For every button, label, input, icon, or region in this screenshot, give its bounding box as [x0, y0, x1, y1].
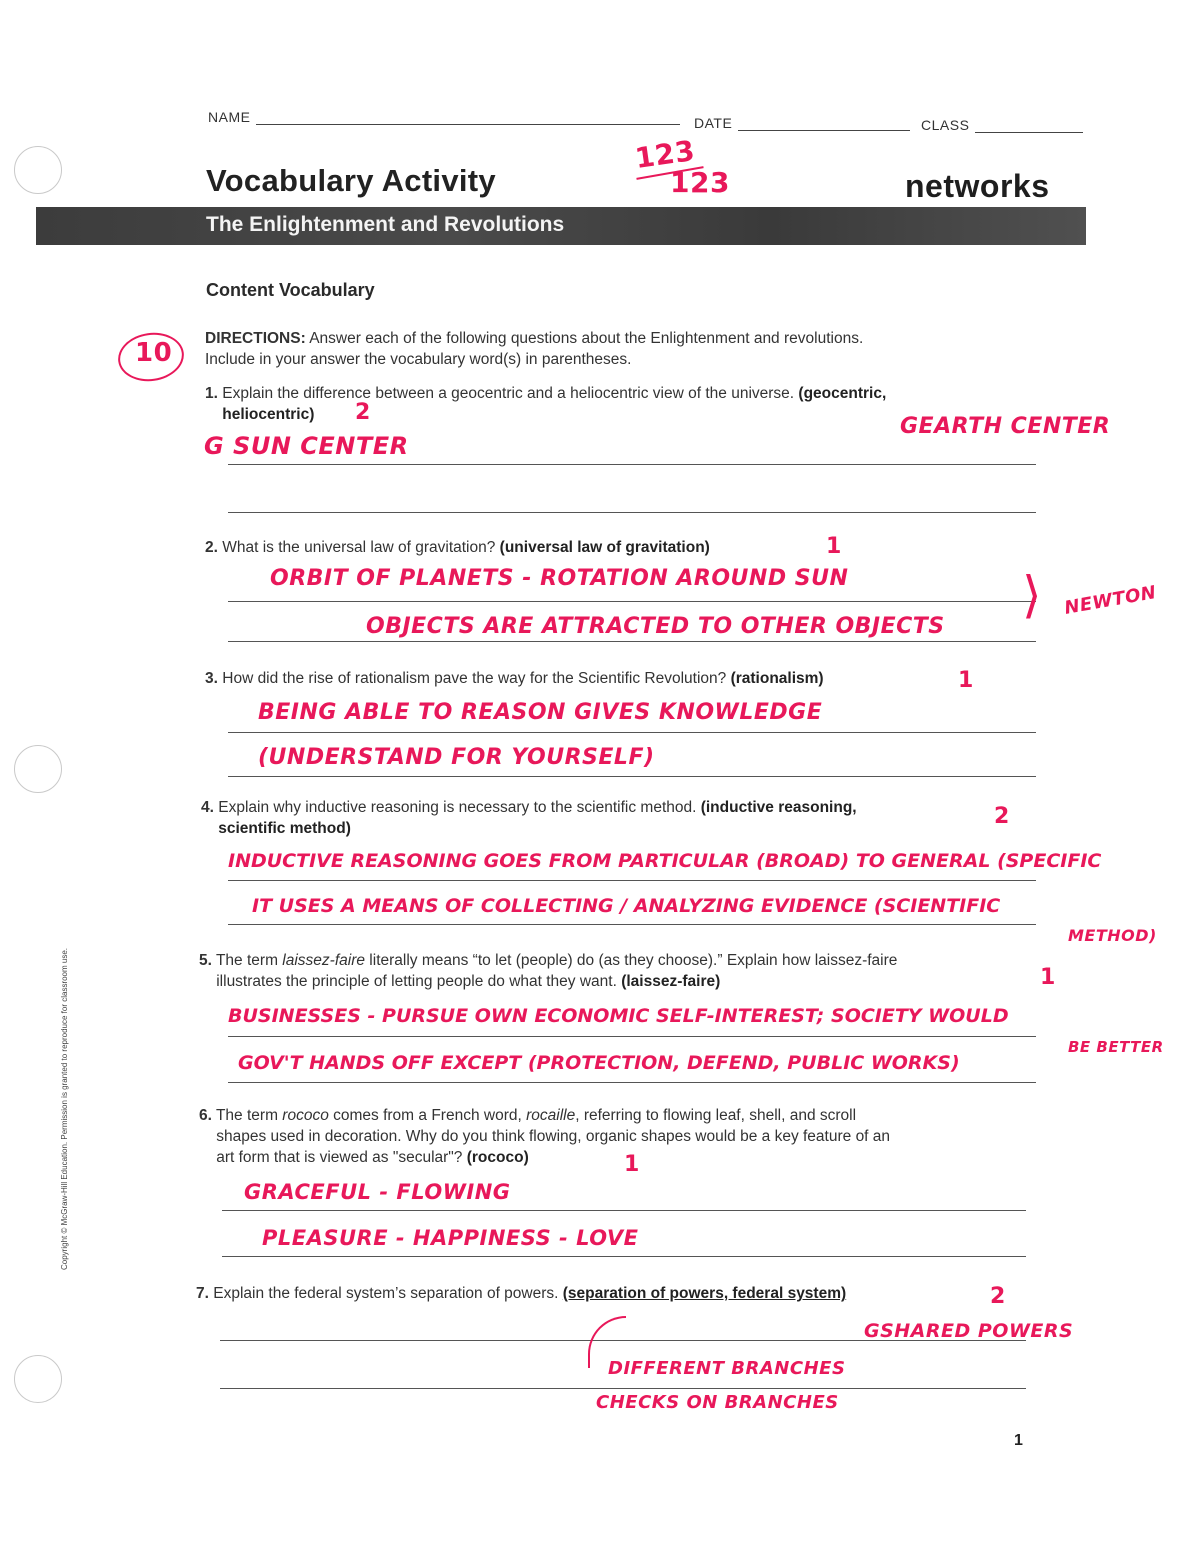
date-field[interactable] — [738, 130, 910, 131]
answer-line[interactable] — [228, 924, 1036, 925]
copyright-notice: Copyright © McGraw-Hill Education. Permission is granted to reproduce for classroom use. — [60, 947, 69, 1270]
question-text: shapes used in decoration. Why do you think flowing, organic shapes would be a key feature of an — [216, 1128, 891, 1145]
question-text: Explain why inductive reasoning is necessary to the scientific method. — [218, 799, 701, 816]
date-label: DATE — [694, 115, 733, 131]
page-number: 1 — [1014, 1432, 1023, 1449]
directions — [205, 328, 863, 370]
question-text: The term — [215, 1107, 283, 1124]
question-6-points: 1 — [624, 1152, 640, 1177]
circled-score-value: 10 — [135, 338, 173, 368]
question-1 — [205, 383, 886, 425]
banner-title: The Enlightenment and Revolutions — [206, 213, 565, 236]
italic-term: rococo — [282, 1107, 329, 1124]
vocab-terms: (universal law of gravitation) — [499, 539, 710, 556]
answer-1-note: GEARTH CENTER — [900, 414, 1111, 439]
section-heading: Content Vocabulary — [206, 280, 375, 300]
answer-line[interactable] — [228, 732, 1036, 733]
answer-line[interactable] — [222, 1256, 1026, 1257]
question-text: literally means “to let (people) do (as they choose).” Explain how laissez-faire — [365, 952, 898, 969]
answer-3-line-2: (UNDERSTAND FOR YOURSELF) — [258, 745, 655, 770]
answer-line[interactable] — [228, 776, 1036, 777]
page-title: Vocabulary Activity — [206, 163, 496, 198]
question-text: What is the universal law of gravitation? — [222, 539, 500, 556]
answer-line[interactable] — [228, 880, 1036, 881]
score-numerator: 123 — [632, 133, 697, 176]
question-4 — [201, 797, 857, 839]
answer-4-line-1: INDUCTIVE REASONING GOES FROM PARTICULAR (BROAD) TO GENERAL (SPECIFIC — [228, 850, 1102, 872]
question-text: Explain the difference between a geocentric and a heliocentric view of the universe. — [222, 385, 799, 402]
vocab-terms: (geocentric, — [798, 385, 887, 402]
networks-logo: networks — [905, 168, 1050, 204]
question-text: Explain the federal system’s separation of powers. — [213, 1285, 563, 1302]
binder-hole-middle — [14, 745, 62, 793]
answer-4-note: METHOD) — [1068, 926, 1157, 945]
answer-4-line-2: IT USES A MEANS OF COLLECTING / ANALYZING EVIDENCE (SCIENTIFIC — [252, 895, 1001, 917]
answer-6-line-2: PLEASURE - HAPPINESS - LOVE — [262, 1226, 639, 1250]
italic-term: laissez-faire — [282, 952, 365, 969]
answer-line[interactable] — [222, 1210, 1026, 1211]
question-7-points: 2 — [990, 1284, 1006, 1309]
question-6 — [199, 1105, 890, 1168]
vocab-terms: (laissez-faire) — [621, 973, 721, 990]
answer-1-line-1: G SUN CENTER — [204, 432, 409, 460]
question-text: illustrates the principle of letting people do what they want. — [216, 973, 622, 990]
answer-line[interactable] — [228, 1082, 1036, 1083]
answer-2-line-1: ORBIT OF PLANETS - ROTATION AROUND SUN — [270, 566, 849, 591]
question-5 — [199, 950, 897, 992]
binder-hole-top — [14, 146, 62, 194]
directions-text-1: Answer each of the following questions about the Enlightenment and revolutions. — [305, 330, 864, 347]
answer-5-note: BE BETTER — [1068, 1038, 1164, 1056]
question-text: comes from a French word, — [328, 1107, 527, 1124]
directions-label: DIRECTIONS: — [205, 330, 306, 347]
answer-5-line-2: GOV'T HANDS OFF EXCEPT (PROTECTION, DEFEND, PUBLIC WORKS) — [238, 1052, 960, 1074]
answer-2-line-2: OBJECTS ARE ATTRACTED TO OTHER OBJECTS — [366, 614, 945, 639]
vocab-terms: (inductive reasoning, — [700, 799, 857, 816]
answer-7-line-1: DIFFERENT BRANCHES — [608, 1358, 846, 1379]
question-text: , referring to flowing leaf, shell, and scroll — [575, 1107, 857, 1124]
name-field[interactable] — [256, 124, 680, 125]
answer-2-brace: ⟩ — [1022, 566, 1043, 624]
answer-line[interactable] — [228, 641, 1036, 642]
score-denominator: 123 — [670, 166, 730, 199]
question-number: 6. — [199, 1107, 212, 1124]
question-number: 5. — [199, 952, 212, 969]
name-label: NAME — [208, 109, 251, 125]
question-text: How did the rise of rationalism pave the way for the Scientific Revolution? — [222, 670, 731, 687]
italic-term: rocaille — [526, 1107, 576, 1124]
question-3 — [205, 668, 824, 689]
question-number: 3. — [205, 670, 218, 687]
question-4-points: 2 — [994, 804, 1010, 829]
vocab-terms: scientific method) — [218, 820, 351, 837]
answer-2-note: NEWTON — [1062, 582, 1158, 619]
answer-6-line-1: GRACEFUL - FLOWING — [244, 1180, 511, 1204]
class-label: CLASS — [921, 117, 970, 133]
answer-line[interactable] — [228, 601, 1036, 602]
question-2 — [205, 537, 710, 558]
answer-line[interactable] — [220, 1388, 1026, 1389]
title-banner — [36, 207, 1086, 245]
question-7 — [196, 1283, 846, 1304]
binder-hole-bottom — [14, 1355, 62, 1403]
directions-text-2: Include in your answer the vocabulary word(s) in parentheses. — [205, 351, 632, 368]
question-number: 4. — [201, 799, 214, 816]
answer-7-line-2: CHECKS ON BRANCHES — [596, 1392, 839, 1413]
class-field[interactable] — [975, 132, 1083, 133]
answer-line[interactable] — [228, 512, 1036, 513]
question-text: art form that is viewed as "secular"? — [216, 1149, 467, 1166]
answer-line[interactable] — [228, 1036, 1036, 1037]
question-number: 2. — [205, 539, 218, 556]
answer-7-note-1: GSHARED POWERS — [864, 1320, 1074, 1342]
vocab-terms: (rationalism) — [730, 670, 824, 687]
question-5-points: 1 — [1040, 965, 1056, 990]
vocab-terms: (rococo) — [466, 1149, 529, 1166]
question-3-points: 1 — [958, 668, 974, 693]
question-1-points: 2 — [355, 400, 371, 425]
answer-line[interactable] — [228, 464, 1036, 465]
vocab-terms: heliocentric) — [222, 406, 315, 423]
question-number: 1. — [205, 385, 218, 402]
question-2-points: 1 — [826, 534, 842, 559]
vocab-terms: (separation of powers, federal system) — [562, 1285, 847, 1302]
question-text: The term — [215, 952, 283, 969]
answer-5-line-1: BUSINESSES - PURSUE OWN ECONOMIC SELF-INTEREST; SOCIETY WOULD — [228, 1005, 1009, 1027]
question-number: 7. — [196, 1285, 209, 1302]
answer-3-line-1: BEING ABLE TO REASON GIVES KNOWLEDGE — [258, 700, 823, 725]
